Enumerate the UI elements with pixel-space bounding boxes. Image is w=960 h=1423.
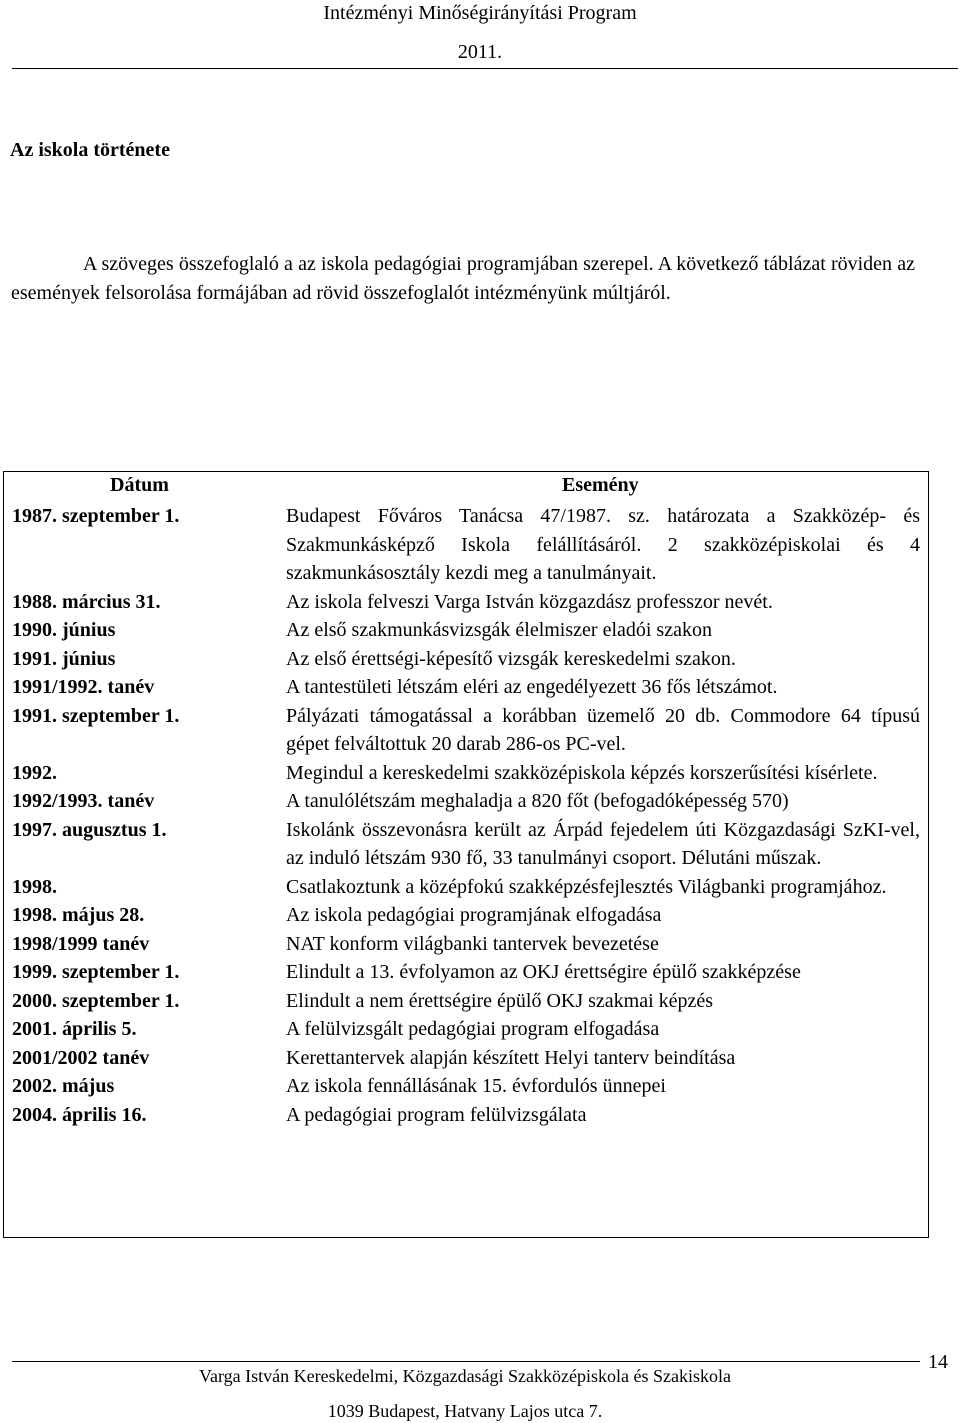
footer-school: Varga István Kereskedelmi, Közgazdasági Szakközépiskola és Szakiskola: [199, 1366, 731, 1386]
row-date: 1998.: [12, 875, 57, 898]
column-header-event: Esemény: [562, 474, 639, 496]
row-event: Elindult a 13. évfolyamon az OKJ érettségire épülő szakképzése: [286, 961, 801, 983]
row-date: 1999. szeptember 1.: [12, 961, 180, 983]
row-event: Az iskola fennállásának 15. évfordulós ünnepei: [286, 1075, 666, 1097]
table-row: [4, 958, 928, 987]
table-row: [4, 1101, 928, 1130]
table-row: [4, 1072, 928, 1101]
table-row: [4, 673, 928, 702]
row-date: 1992/1993. tanév: [12, 790, 155, 812]
row-date: 1991/1992. tanév: [12, 676, 155, 698]
row-event: NAT konform világbanki tantervek bevezetése: [286, 932, 659, 955]
header-title: Intézményi Minőségirányítási Program: [323, 2, 637, 24]
row-event: Kerettantervek alapján készített Helyi tanterv beindítása: [286, 1046, 736, 1069]
row-date: 1987. szeptember 1.: [12, 505, 180, 527]
row-event: Budapest Főváros Tanácsa 47/1987. sz. határozata a Szakközép- és Szakmunkásképző Iskola felállításáról. 2 szakközépiskolai és 4 szakmunkásosztály kezdi meg a tanulmányait.: [286, 505, 920, 584]
table-body: [4, 502, 928, 1129]
table-row: [4, 901, 928, 930]
table-row: [4, 645, 928, 674]
table-row: [4, 1044, 928, 1073]
row-date: 1988. március 31.: [12, 590, 161, 613]
column-header-date: Dátum: [110, 474, 169, 496]
table-row: [4, 702, 928, 759]
footer-address: 1039 Budapest, Hatvany Lajos utca 7.: [327, 1401, 603, 1421]
table-row: [4, 759, 928, 788]
table-row: [4, 816, 928, 873]
row-date: 2001/2002 tanév: [12, 1046, 150, 1069]
row-date: 1991. június: [12, 647, 116, 670]
row-event: Az iskola felveszi Varga István közgazdász professzor nevét.: [286, 590, 773, 613]
row-date: 1992.: [12, 761, 57, 784]
row-date: 1990. június: [12, 619, 116, 641]
row-date: 2000. szeptember 1.: [12, 989, 180, 1012]
row-event: Csatlakoztunk a középfokú szakképzésfejlesztés Világbanki programjához.: [286, 875, 887, 898]
table-row: [4, 1015, 928, 1044]
intro-paragraph: A szöveges összefoglaló a az iskola pedagógiai programjában szerepel. A következő táblázat röviden az események felsorolása formájában ad rövid összefoglalót intézményünk múltjáról.: [11, 253, 915, 304]
row-date: 1997. augusztus 1.: [12, 818, 167, 841]
table-row: [4, 930, 928, 959]
section-heading: Az iskola története: [10, 139, 170, 161]
table-row: [4, 502, 928, 588]
row-event: Az első szakmunkásvizsgák élelmiszer eladói szakon: [286, 619, 712, 641]
row-date: 2001. április 5.: [12, 1018, 137, 1040]
row-date: 2004. április 16.: [12, 1103, 147, 1126]
row-event: A pedagógiai program felülvizsgálata: [286, 1103, 587, 1126]
row-date: 1998. május 28.: [12, 904, 145, 926]
row-event: Az első érettségi-képesítő vizsgák kereskedelmi szakon.: [286, 647, 736, 670]
row-event: Pályázati támogatással a korábban üzemelő 20 db. Commodore 64 típusú gépet felváltottuk 20 darab 286-os PC-vel.: [286, 704, 920, 755]
footer-divider: [12, 1361, 920, 1362]
row-event: A tantestületi létszám eléri az engedélyezett 36 fős létszámot.: [286, 676, 778, 698]
table-row: [4, 588, 928, 617]
page-number: 14: [928, 1351, 948, 1373]
history-table: [3, 471, 929, 1238]
row-date: 1991. szeptember 1.: [12, 704, 180, 727]
table-row: [4, 787, 928, 816]
row-event: Az iskola pedagógiai programjának elfogadása: [286, 904, 662, 926]
row-date: 1998/1999 tanév: [12, 932, 150, 955]
row-event: Megindul a kereskedelmi szakközépiskola képzés korszerűsítési kísérlete.: [286, 761, 878, 784]
header-year: 2011.: [457, 41, 503, 63]
table-row: [4, 873, 928, 902]
table-row: [4, 987, 928, 1016]
header-divider: [12, 68, 958, 69]
row-event: Iskolánk összevonásra került az Árpád fejedelem úti Közgazdasági SzKI-vel, az induló létszám 930 fő, 33 tanulmányi csoport. Délutáni műszak.: [286, 818, 920, 869]
row-event: A felülvizsgált pedagógiai program elfogadása: [286, 1018, 660, 1040]
row-event: Elindult a nem érettségire épülő OKJ szakmai képzés: [286, 989, 714, 1012]
row-event: A tanulólétszám meghaladja a 820 főt (befogadóképesség 570): [286, 790, 789, 812]
row-date: 2002. május: [12, 1075, 115, 1097]
table-row: [4, 616, 928, 645]
